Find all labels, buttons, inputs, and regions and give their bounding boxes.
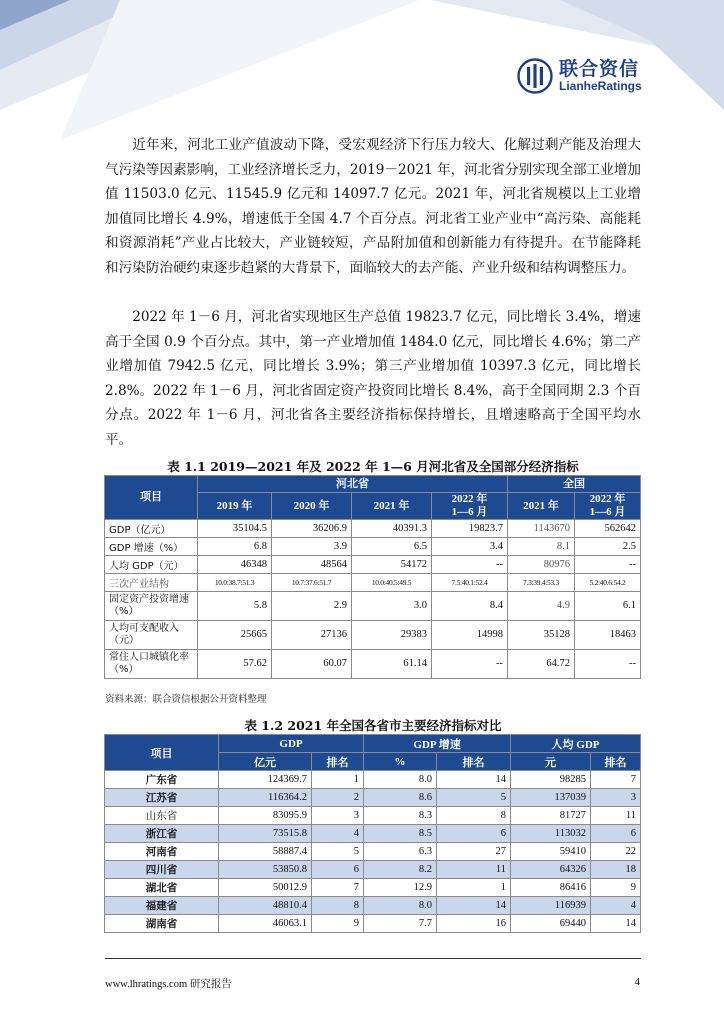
cell: 61.14 [352, 650, 432, 679]
cell: 57.62 [198, 650, 272, 679]
cell: 35104.5 [198, 520, 272, 538]
table-row [105, 556, 641, 574]
row-label: GDP 增速（%） [105, 538, 198, 556]
cell: 8.0 [364, 771, 437, 789]
cell: 58887.4 [219, 843, 312, 861]
cell: 3 [591, 789, 641, 807]
cell: 6.1 [575, 592, 641, 621]
header-hebei: 河北省 [198, 476, 508, 493]
cell: 73515.8 [219, 825, 312, 843]
table-row [105, 879, 641, 897]
header-national-2022h1-period: 1—6 月 [589, 506, 626, 518]
cell: 14 [437, 897, 511, 915]
cell: 8.4 [432, 592, 508, 621]
economic-indicators-table [104, 475, 641, 679]
cell: 53850.8 [219, 861, 312, 879]
cell: 8.1 [508, 538, 575, 556]
header-percent: % [364, 753, 437, 771]
cell: 10.0:40.5:49.5 [352, 574, 432, 592]
cell: 10.7:37.6:51.7 [272, 574, 352, 592]
cell: 5.2:40.6:54.2 [575, 574, 641, 592]
province-name: 浙江省 [105, 825, 219, 843]
cell: 5 [437, 789, 511, 807]
cell: 64326 [511, 861, 591, 879]
cell: 2.9 [272, 592, 352, 621]
cell: 48564 [272, 556, 352, 574]
cell: 8 [312, 897, 364, 915]
lianhe-logo-icon [517, 58, 553, 94]
cell: 18 [591, 861, 641, 879]
cell: 1 [312, 771, 364, 789]
table-row [105, 650, 641, 679]
header-national-2021: 2021 年 [508, 493, 575, 520]
cell: 8.5 [364, 825, 437, 843]
table-row [105, 574, 641, 592]
table-row [105, 861, 641, 879]
cell: 5 [312, 843, 364, 861]
cell: 8.3 [364, 807, 437, 825]
cell: 6.8 [198, 538, 272, 556]
footer-site: www.lhratings.com 研究报告 [105, 979, 232, 990]
cell: 54172 [352, 556, 432, 574]
cell: 14 [591, 915, 641, 933]
header-yuan: 元 [511, 753, 591, 771]
header-rank-growth: 排名 [437, 753, 511, 771]
cell: 5.8 [198, 592, 272, 621]
cell: 10.0:38.7:51.3 [198, 574, 272, 592]
cell: 11 [437, 861, 511, 879]
table-2-caption: 表 1.2 2021 年全国各省市主要经济指标对比 [244, 718, 502, 733]
cell: 4 [591, 897, 641, 915]
cell: -- [575, 650, 641, 679]
row-label: GDP（亿元） [105, 520, 198, 538]
province-name: 湖南省 [105, 915, 219, 933]
header-yiyuan: 亿元 [219, 753, 312, 771]
cell: 3 [312, 807, 364, 825]
cell: 7.5:40.1:52.4 [432, 574, 508, 592]
header-item: 项目 [105, 476, 198, 520]
header-2020: 2020 年 [272, 493, 352, 520]
cell: 25665 [198, 621, 272, 650]
cell: 7.7 [364, 915, 437, 933]
paragraph-gdp-2022: 2022 年 1－6 月，河北省实现地区生产总值 19823.7 亿元，同比增长 3.4%，增速高于全国 0.9 个百分点。其中，第一产业增加值 1484.0 亿元，同比增长 4.6%；第二产业增加值 7942.5 亿元，同比增长 3.9%；第三产业增加值 10397.3 亿元，同比增长 2.8%。2022 年 1－6 月，河北省固定资产投资同比增长 8.4%，高于全国同期 2.3 个百分点。2022 年 1－6 月，河北省各主要经济指标保持增长，且增速略高于全国平均水平。 [105, 309, 641, 448]
cell: 8.0 [364, 897, 437, 915]
table-row [105, 592, 641, 621]
cell: 4.9 [508, 592, 575, 621]
cell: 2.5 [575, 538, 641, 556]
table-row [105, 843, 641, 861]
cell: 3.4 [432, 538, 508, 556]
paragraph-industry: 近年来，河北工业产值波动下降，受宏观经济下行压力较大、化解过剩产能及治理大气污染等因素影响，工业经济增长乏力，2019－2021 年，河北省分别实现全部工业增加值 11503.0 亿元、11545.9 亿元和 14097.7 亿元。2021 年，河北省规模以上工业增加值同比增长 4.9%，增速低于全国 4.7 个百分点。河北省工业产业中“高污染、高能耗和资源消耗”产业占比较大，产业链较短，产品附加值和创新能力有待提升。在节能降耗和污染防治硬约束逐步趋紧的大背景下，面临较大的去产能、产业升级和结构调整压力。 [105, 137, 641, 276]
province-name: 山东省 [105, 807, 219, 825]
cell: 8 [437, 807, 511, 825]
table-row [105, 520, 641, 538]
cell: 98285 [511, 771, 591, 789]
table-row [105, 807, 641, 825]
cell: 562642 [575, 520, 641, 538]
cell: 86416 [511, 879, 591, 897]
cell: 29383 [352, 621, 432, 650]
table-row [105, 915, 641, 933]
cell: 60.07 [272, 650, 352, 679]
page-number: 4 [634, 976, 640, 988]
header-national-2022h1 [575, 493, 641, 520]
cell: 6 [437, 825, 511, 843]
province-comparison-table [104, 734, 641, 933]
company-logo [517, 56, 642, 96]
table-row [105, 789, 641, 807]
cell: 27 [437, 843, 511, 861]
header-gdp-per-capita: 人均 GDP [511, 735, 641, 753]
table-row [105, 621, 641, 650]
province-name: 湖北省 [105, 879, 219, 897]
cell: 48810.4 [219, 897, 312, 915]
table-row [105, 825, 641, 843]
cell: 6 [312, 861, 364, 879]
cell: -- [575, 556, 641, 574]
cell: 46348 [198, 556, 272, 574]
header-rank-gdp: 排名 [312, 753, 364, 771]
cell: 9 [312, 915, 364, 933]
footer-divider [105, 958, 641, 959]
province-name: 福建省 [105, 897, 219, 915]
cell: 4 [312, 825, 364, 843]
table-row [105, 897, 641, 915]
cell: 3.9 [272, 538, 352, 556]
cell: 137039 [511, 789, 591, 807]
table-1-caption: 表 1.1 2019—2021 年及 2022 年 1—6 月河北省及全国部分经济指标 [167, 459, 579, 474]
cell: 7 [312, 879, 364, 897]
header-rank-per-capita: 排名 [591, 753, 641, 771]
cell: 7 [591, 771, 641, 789]
cell: 124369.7 [219, 771, 312, 789]
cell: 81727 [511, 807, 591, 825]
header-gdp-growth: GDP 增速 [364, 735, 511, 753]
cell: 19823.7 [432, 520, 508, 538]
cell: 2 [312, 789, 364, 807]
province-name: 四川省 [105, 861, 219, 879]
cell: 69440 [511, 915, 591, 933]
cell: 14 [437, 771, 511, 789]
cell: 3.0 [352, 592, 432, 621]
cell: 8.6 [364, 789, 437, 807]
cell: 59410 [511, 843, 591, 861]
cell: 22 [591, 843, 641, 861]
cell: 36206.9 [272, 520, 352, 538]
cell: 11 [591, 807, 641, 825]
cell: 18463 [575, 621, 641, 650]
header-national: 全国 [508, 476, 641, 493]
cell: 83095.9 [219, 807, 312, 825]
cell: 16 [437, 915, 511, 933]
logo-english-name: LianheRatings [559, 79, 642, 93]
header-gdp: GDP [219, 735, 364, 753]
cell: 6.5 [352, 538, 432, 556]
cell: 113032 [511, 825, 591, 843]
cell: 80976 [508, 556, 575, 574]
cell: 1143670 [508, 520, 575, 538]
cell: -- [432, 556, 508, 574]
cell: -- [432, 650, 508, 679]
cell: 8.2 [364, 861, 437, 879]
cell: 116939 [511, 897, 591, 915]
cell: 1 [437, 879, 511, 897]
cell: 7.3:39.4:53.3 [508, 574, 575, 592]
header-item: 项目 [105, 735, 219, 771]
cell: 64.72 [508, 650, 575, 679]
row-label: 人均 GDP（元） [105, 556, 198, 574]
logo-chinese-name: 联合资信 [559, 58, 640, 80]
table-1-source: 资料来源：联合资信根据公开资料整理 [105, 694, 267, 705]
cell: 27136 [272, 621, 352, 650]
header-2022h1-year: 2022 年 [451, 493, 488, 505]
cell: 40391.3 [352, 520, 432, 538]
province-name: 江苏省 [105, 789, 219, 807]
cell: 35128 [508, 621, 575, 650]
header-2019: 2019 年 [198, 493, 272, 520]
row-label: 人均可支配收入（元） [105, 621, 198, 650]
cell: 6 [591, 825, 641, 843]
header-2021: 2021 年 [352, 493, 432, 520]
row-label: 三次产业结构 [105, 574, 198, 592]
row-label: 常住人口城镇化率（%） [105, 650, 198, 679]
cell: 12.9 [364, 879, 437, 897]
header-national-2022h1-year: 2022 年 [589, 493, 626, 505]
table-row [105, 771, 641, 789]
cell: 46063.1 [219, 915, 312, 933]
cell: 14998 [432, 621, 508, 650]
province-name: 河南省 [105, 843, 219, 861]
header-2022h1-period: 1—6 月 [451, 506, 488, 518]
province-name: 广东省 [105, 771, 219, 789]
table-row [105, 538, 641, 556]
cell: 116364.2 [219, 789, 312, 807]
cell: 9 [591, 879, 641, 897]
header-2022h1 [432, 493, 508, 520]
cell: 6.3 [364, 843, 437, 861]
cell: 50012.9 [219, 879, 312, 897]
row-label: 固定资产投资增速（%） [105, 592, 198, 621]
